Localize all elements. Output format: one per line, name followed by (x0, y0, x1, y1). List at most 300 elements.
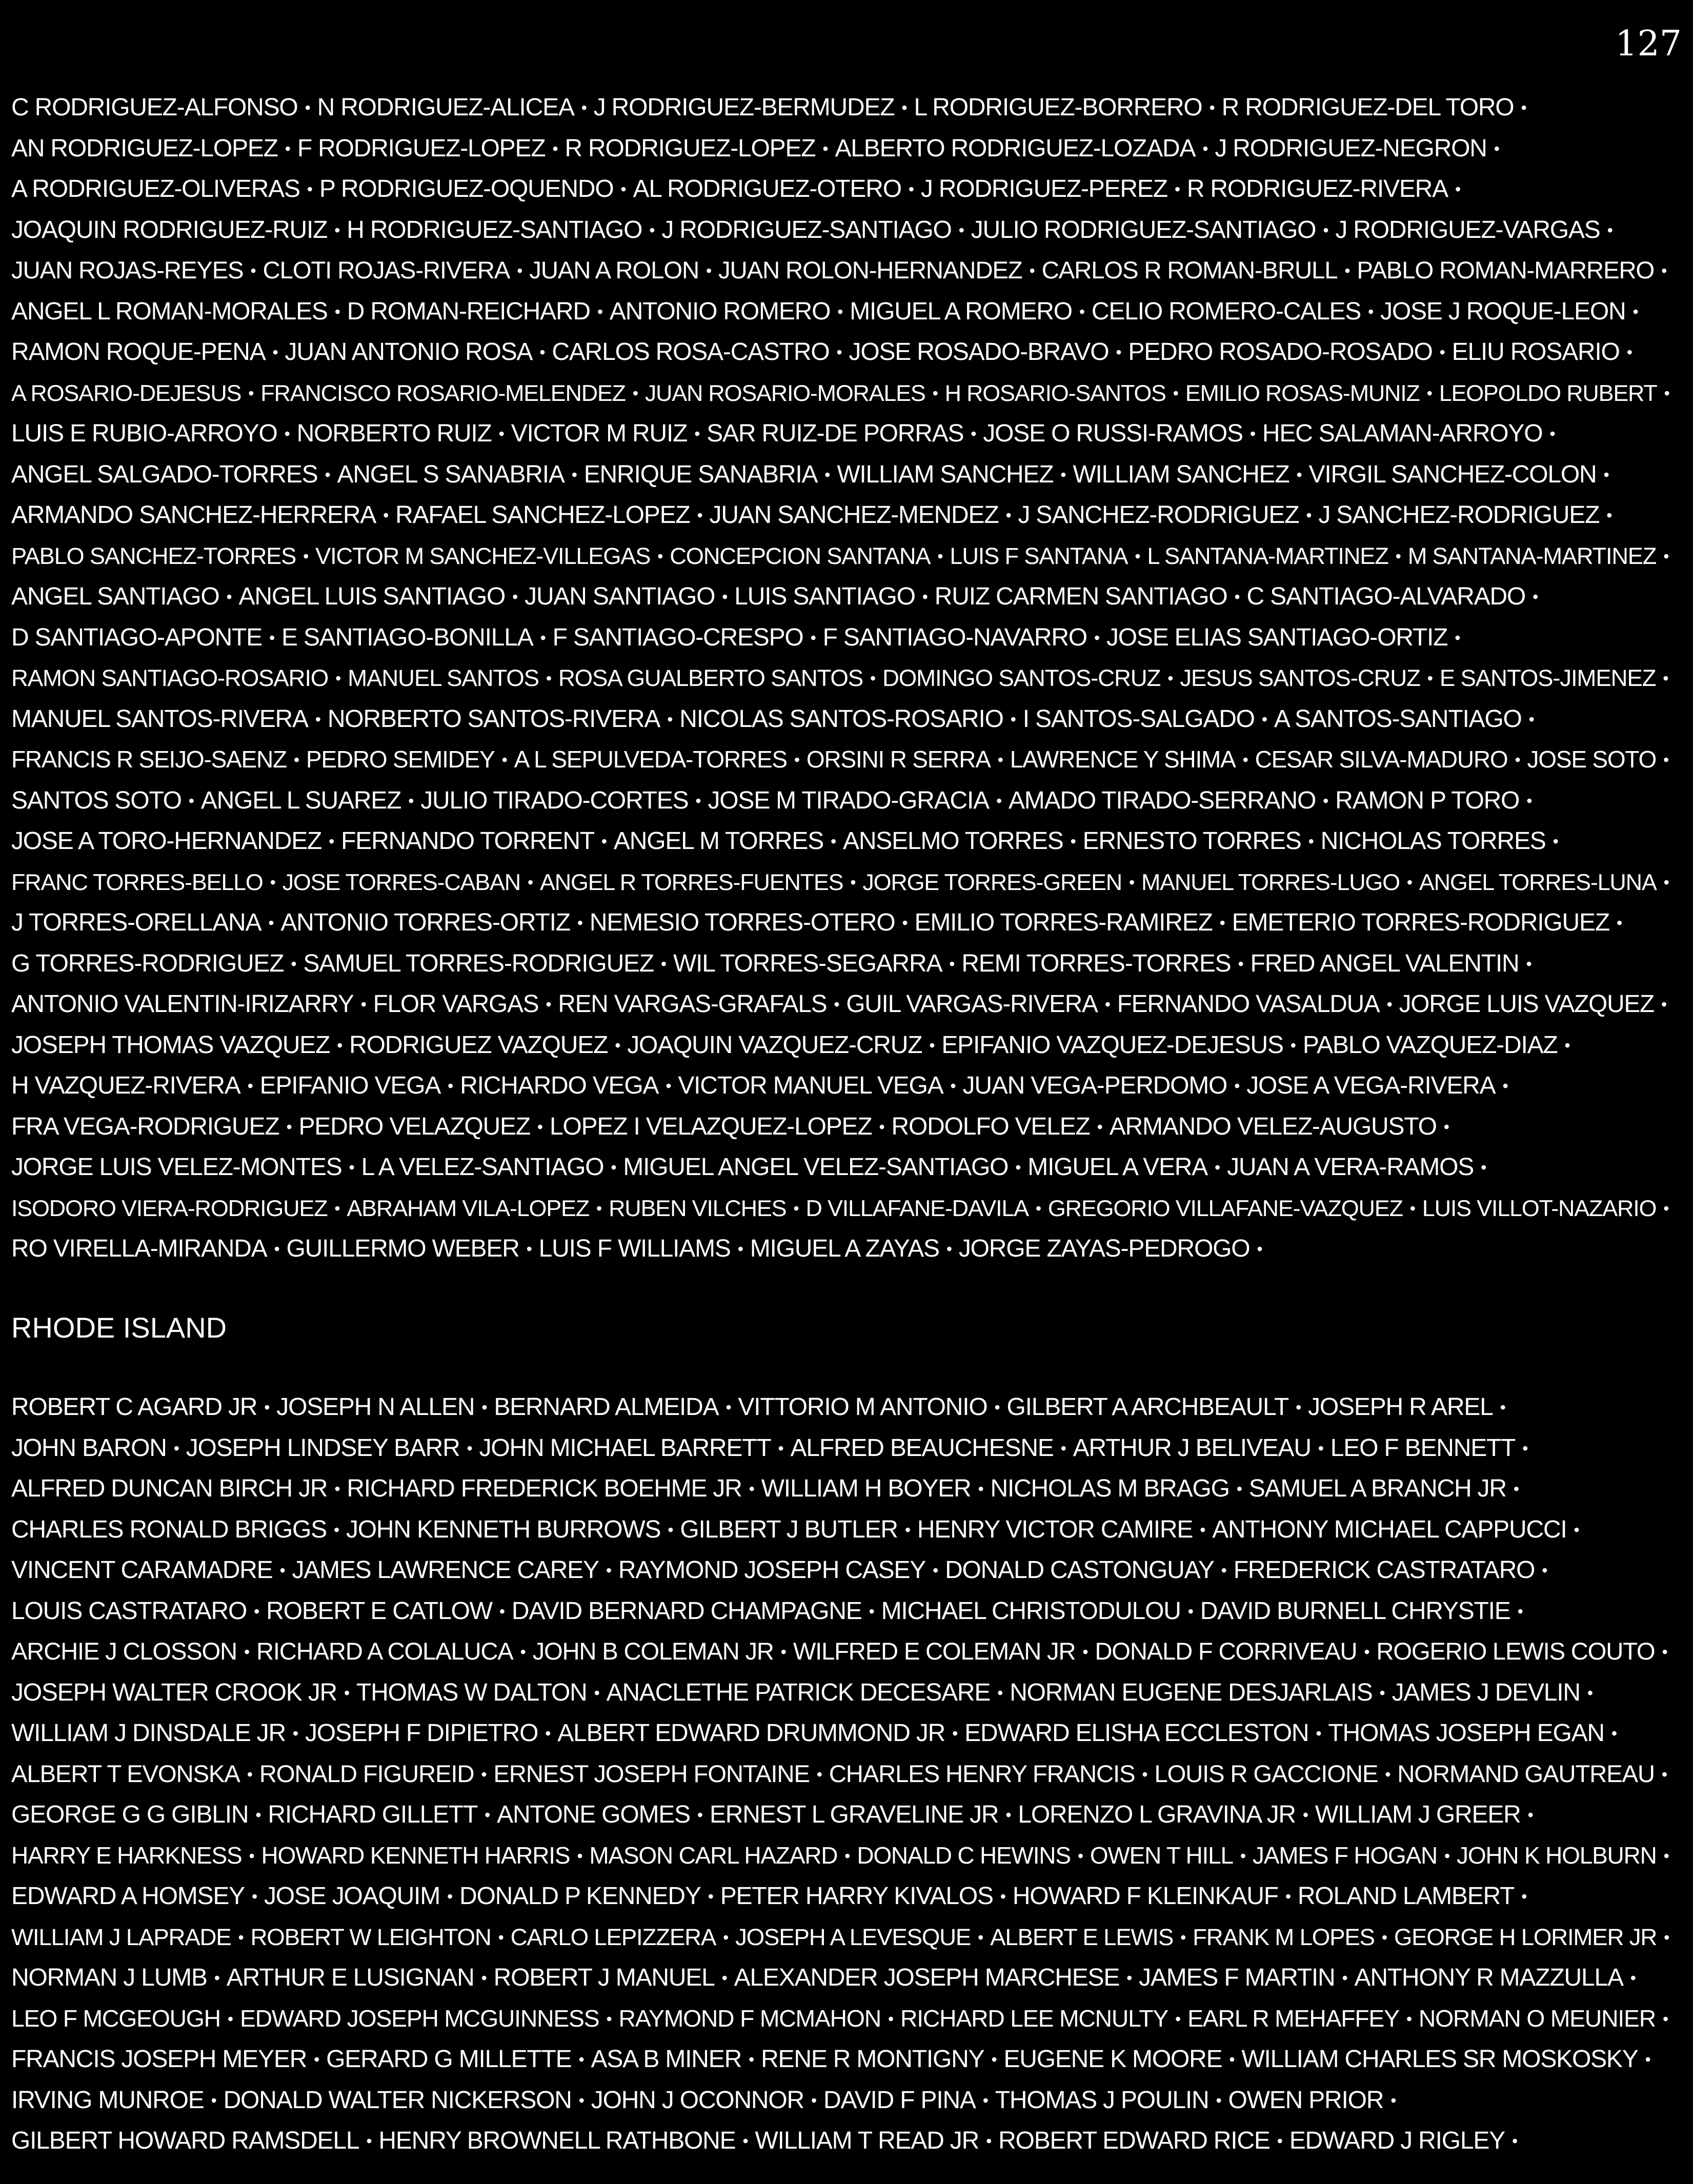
name-entry: RAYMOND F MCMAHON (618, 2005, 881, 2032)
name-entry: FRANCIS JOSEPH MEYER (11, 2046, 307, 2073)
separator-bullet: • (723, 1928, 729, 1947)
name-entry: EARL R MEHAFFEY (1187, 2005, 1399, 2032)
separator-bullet: • (333, 1520, 339, 1539)
name-entry: WIL TORRES-SEGARRA (673, 949, 942, 977)
name-entry: FERNANDO VASALDUA (1117, 990, 1380, 1018)
name-entry: JOSEPH LINDSEY BARR (186, 1434, 460, 1462)
name-entry: ROBERT C AGARD JR (11, 1393, 257, 1421)
name-entry: RICHARDO VEGA (460, 1072, 659, 1099)
name-line (11, 87, 1682, 128)
separator-bullet: • (334, 1480, 340, 1498)
name-entry: ANGEL LUIS SANTIAGO (238, 583, 506, 610)
separator-bullet: • (697, 1806, 702, 1824)
separator-bullet: • (1386, 995, 1392, 1014)
separator-bullet: • (1104, 995, 1110, 1014)
name-entry: REMI TORRES-TORRES (961, 949, 1231, 977)
name-entry: FRANCISCO ROSARIO-MELENDEZ (260, 379, 626, 406)
name-entry: A SANTOS-SANTIAGO (1274, 705, 1522, 733)
name-line (11, 291, 1682, 332)
name-entry: CONCEPCION SANTANA (670, 542, 931, 569)
name-entry: A L SEPULVEDA-TORRES (514, 746, 787, 773)
separator-bullet: • (742, 2132, 748, 2150)
name-entry: ANACLETHE PATRICK DECESARE (606, 1679, 991, 1706)
separator-bullet: • (933, 1561, 938, 1580)
separator-bullet: • (1521, 98, 1526, 117)
separator-bullet: • (594, 1683, 599, 1702)
name-entry: RAMON ROQUE-PENA (11, 338, 266, 366)
name-entry: JAMES F MARTIN (1139, 1964, 1335, 1991)
separator-bullet: • (620, 180, 626, 198)
name-entry: CESAR SILVA-MADURO (1255, 746, 1508, 773)
separator-bullet: • (286, 1117, 292, 1136)
separator-bullet: • (986, 2132, 992, 2150)
name-entry: RICHARD A COLALUCA (256, 1638, 513, 1665)
name-entry: JULIO RODRIGUEZ-SANTIAGO (971, 216, 1316, 244)
name-entry: JOSE ELIAS SANTIAGO-ORTIZ (1106, 623, 1448, 651)
name-entry: JUAN A ROLON (529, 257, 699, 284)
name-entry: JOSE A VEGA-RIVERA (1246, 1072, 1496, 1099)
separator-bullet: • (1630, 1969, 1636, 1987)
separator-bullet: • (834, 995, 839, 1014)
separator-bullet: • (383, 506, 389, 524)
separator-bullet: • (272, 343, 278, 361)
separator-bullet: • (1500, 1398, 1505, 1417)
separator-bullet: • (528, 873, 533, 892)
separator-bullet: • (958, 220, 964, 239)
name-entry: JOSE O RUSSI-RAMOS (983, 420, 1243, 447)
separator-bullet: • (997, 1683, 1003, 1702)
name-entry: LOUIS R GACCIONE (1154, 1760, 1378, 1788)
name-entry: JOHN KENNETH BURROWS (346, 1515, 661, 1543)
name-entry: GEORGE H LORIMER JR (1394, 1924, 1657, 1950)
name-entry: JUAN SANTIAGO (525, 583, 715, 610)
separator-bullet: • (1521, 1887, 1527, 1906)
separator-bullet: • (1167, 669, 1173, 687)
name-entry: M SANTANA-MARTINEZ (1407, 542, 1657, 569)
name-entry: JUAN ROLON-HERNANDEZ (718, 257, 1022, 284)
separator-bullet: • (188, 791, 194, 810)
name-entry: J RODRIGUEZ-VARGAS (1335, 216, 1600, 244)
separator-bullet: • (1444, 1846, 1450, 1865)
separator-bullet: • (1234, 1077, 1240, 1095)
separator-bullet: • (649, 220, 655, 239)
name-entry: EUGENE K MOORE (1003, 2046, 1222, 2073)
separator-bullet: • (879, 1117, 884, 1136)
name-entry: RICHARD FREDERICK BOEHME JR (347, 1475, 742, 1502)
name-entry: C RODRIGUEZ-ALFONSO (11, 94, 298, 121)
name-entry: ERNEST L GRAVELINE JR (709, 1801, 999, 1828)
separator-bullet: • (596, 1199, 602, 1218)
name-entry: GERARD G MILLETTE (326, 2046, 572, 2073)
separator-bullet: • (708, 1887, 713, 1906)
name-entry: ANTONIO VALENTIN-IRIZARRY (11, 990, 354, 1018)
separator-bullet: • (499, 1602, 505, 1621)
name-entry: CHARLES HENRY FRANCIS (829, 1760, 1135, 1788)
name-entry: ARTHUR E LUSIGNAN (226, 1964, 474, 1991)
separator-bullet: • (214, 1969, 219, 1987)
name-entry: P RODRIGUEZ-OQUENDO (319, 175, 614, 203)
separator-bullet: • (978, 1928, 983, 1947)
name-line (11, 1876, 1682, 1917)
separator-bullet: • (1626, 343, 1632, 361)
separator-bullet: • (1663, 669, 1668, 687)
separator-bullet: • (546, 669, 551, 687)
name-entry: JUAN ANTONIO ROSA (285, 338, 533, 366)
separator-bullet: • (1175, 2009, 1181, 2028)
name-entry: WILLIAM J DINSDALE JR (11, 1720, 286, 1747)
separator-bullet: • (1390, 2091, 1396, 2110)
separator-bullet: • (1318, 1439, 1323, 1458)
name-entry: HOWARD F KLEINKAUF (1012, 1883, 1278, 1910)
separator-bullet: • (869, 1602, 874, 1621)
separator-bullet: • (238, 1928, 244, 1947)
name-entry: ROLAND LAMBERT (1297, 1883, 1515, 1910)
separator-bullet: • (1200, 1520, 1205, 1539)
name-entry: SAMUEL A BRANCH JR (1248, 1475, 1506, 1502)
separator-bullet: • (1097, 1117, 1102, 1136)
separator-bullet: • (780, 1643, 786, 1661)
previous-state-name-list (11, 87, 1682, 1269)
separator-bullet: • (1632, 302, 1638, 321)
separator-bullet: • (721, 1969, 727, 1987)
separator-bullet: • (293, 751, 299, 769)
separator-bullet: • (836, 343, 842, 361)
separator-bullet: • (816, 1765, 822, 1784)
name-entry: THOMAS J POULIN (995, 2086, 1209, 2114)
separator-bullet: • (334, 302, 340, 321)
separator-bullet: • (481, 1398, 487, 1417)
name-line (11, 250, 1682, 291)
separator-bullet: • (1000, 1887, 1005, 1906)
separator-bullet: • (1077, 1846, 1083, 1865)
name-entry: MASON CARL HAZARD (589, 1842, 838, 1869)
name-entry: LUIS E RUBIO-ARROYO (11, 420, 277, 447)
name-entry: EMILIO ROSAS-MUNIZ (1185, 379, 1420, 406)
separator-bullet: • (1202, 139, 1208, 158)
separator-bullet: • (902, 914, 908, 932)
separator-bullet: • (660, 954, 666, 973)
separator-bullet: • (1234, 588, 1240, 606)
separator-bullet: • (982, 2091, 988, 2110)
separator-bullet: • (268, 914, 274, 932)
name-entry: JOSE ROSADO-BRAVO (849, 338, 1109, 366)
separator-bullet: • (1216, 2091, 1221, 2110)
name-entry: GILBERT J BUTLER (680, 1515, 898, 1543)
page-number: 127 (1615, 24, 1682, 64)
name-line (11, 984, 1682, 1025)
name-entry: F SANTIAGO-CRESPO (552, 623, 803, 651)
name-entry: NORBERTO RUIZ (296, 420, 492, 447)
separator-bullet: • (870, 669, 876, 687)
separator-bullet: • (793, 1199, 799, 1218)
separator-bullet: • (227, 2009, 233, 2028)
name-entry: GEORGE G G GIBLIN (11, 1801, 249, 1828)
name-entry: JUAN VEGA-PERDOMO (962, 1072, 1227, 1099)
name-entry: VICTOR M SANCHEZ-VILLEGAS (315, 542, 651, 569)
name-line (11, 536, 1682, 577)
name-entry: J RODRIGUEZ-SANTIAGO (661, 216, 952, 244)
name-entry: VITTORIO M ANTONIO (738, 1393, 987, 1421)
separator-bullet: • (1616, 914, 1622, 932)
separator-bullet: • (1664, 383, 1669, 402)
separator-bullet: • (578, 2091, 584, 2110)
name-entry: WILLIAM SANCHEZ (1073, 460, 1289, 488)
separator-bullet: • (1662, 1643, 1667, 1661)
name-entry: G TORRES-RODRIGUEZ (11, 949, 284, 977)
name-entry: JOSE J ROQUE-LEON (1380, 297, 1626, 325)
separator-bullet: • (1344, 261, 1350, 280)
name-line (11, 1672, 1682, 1713)
name-entry: EDWARD JOSEPH MCGUINNESS (239, 2005, 599, 2032)
separator-bullet: • (1427, 669, 1433, 687)
name-entry: LEO F BENNETT (1330, 1434, 1516, 1462)
name-entry: MANUEL SANTOS (348, 665, 539, 691)
separator-bullet: • (794, 751, 799, 769)
separator-bullet: • (1005, 1806, 1011, 1824)
separator-bullet: • (597, 302, 602, 321)
separator-bullet: • (1517, 1602, 1523, 1621)
separator-bullet: • (485, 1806, 490, 1824)
separator-bullet: • (337, 1036, 342, 1055)
separator-bullet: • (467, 1439, 472, 1458)
name-entry: CHARLES RONALD BRIGGS (11, 1515, 327, 1543)
name-entry: WILLIAM J LAPRADE (11, 1924, 231, 1950)
separator-bullet: • (1512, 2132, 1518, 2150)
name-entry: ANGEL R TORRES-FUENTES (540, 868, 843, 895)
name-entry: ANGEL M TORRES (613, 827, 824, 855)
name-entry: JOSE SOTO (1527, 746, 1657, 773)
separator-bullet: • (1221, 1561, 1226, 1580)
name-line (11, 1631, 1682, 1672)
name-line (11, 1957, 1682, 1998)
name-entry: MANUEL TORRES-LUGO (1141, 868, 1400, 895)
name-line (11, 332, 1682, 373)
name-line (11, 210, 1682, 251)
name-entry: JORGE ZAYAS-PEDROGO (958, 1235, 1250, 1262)
name-entry: JESUS SANTOS-CRUZ (1180, 665, 1420, 691)
name-entry: RAYMOND JOSEPH CASEY (618, 1556, 926, 1584)
name-entry: LUIS F SANTANA (950, 542, 1128, 569)
separator-bullet: • (571, 465, 577, 484)
separator-bullet: • (1481, 1158, 1486, 1177)
separator-bullet: • (1426, 383, 1432, 402)
name-entry: I SANTOS-SALGADO (1022, 705, 1255, 733)
separator-bullet: • (1323, 220, 1328, 239)
separator-bullet: • (211, 2091, 216, 2110)
separator-bullet: • (837, 302, 843, 321)
name-entry: N RODRIGUEZ-ALICEA (317, 94, 574, 121)
name-line (11, 1550, 1682, 1591)
separator-bullet: • (498, 424, 504, 443)
separator-bullet: • (292, 1724, 298, 1743)
separator-bullet: • (1549, 424, 1555, 443)
name-entry: JOHN J OCONNOR (591, 2086, 804, 2114)
name-entry: A RODRIGUEZ-OLIVERAS (11, 175, 300, 203)
separator-bullet: • (577, 914, 582, 932)
name-entry: RUBEN VILCHES (609, 1195, 787, 1221)
separator-bullet: • (1368, 302, 1374, 321)
name-entry: CELIO ROMERO-CALES (1091, 297, 1361, 325)
separator-bullet: • (1229, 2050, 1235, 2069)
separator-bullet: • (1277, 2132, 1282, 2150)
name-entry: EMILIO TORRES-RAMIREZ (914, 909, 1213, 936)
name-entry: EDWARD J RIGLEY (1289, 2127, 1505, 2154)
separator-bullet: • (1395, 547, 1401, 565)
name-entry: AMADO TIRADO-SERRANO (1008, 786, 1316, 814)
name-entry: FRANK M LOPES (1193, 1924, 1375, 1950)
name-entry: GILBERT HOWARD RAMSDELL (11, 2127, 359, 2154)
name-entry: C SANTIAGO-ALVARADO (1246, 583, 1526, 610)
name-entry: ROSA GUALBERTO SANTOS (558, 665, 863, 691)
separator-bullet: • (1070, 832, 1076, 851)
separator-bullet: • (250, 261, 256, 280)
name-entry: ANGEL L SUAREZ (200, 786, 401, 814)
separator-bullet: • (1645, 2050, 1650, 2069)
name-entry: FRED ANGEL VALENTIN (1250, 949, 1519, 977)
name-entry: RICHARD LEE MCNULTY (900, 2005, 1168, 2032)
separator-bullet: • (725, 1398, 731, 1417)
separator-bullet: • (749, 2050, 754, 2069)
name-entry: D SANTIAGO-APONTE (11, 623, 262, 651)
separator-bullet: • (1542, 1561, 1547, 1580)
separator-bullet: • (578, 2050, 584, 2069)
name-entry: JOSEPH A LEVESQUE (735, 1924, 971, 1950)
name-entry: ALFRED DUNCAN BIRCH JR (11, 1475, 328, 1502)
name-entry: ANGEL SANTIAGO (11, 583, 219, 610)
name-entry: SAR RUIZ-DE PORRAS (707, 420, 964, 447)
separator-bullet: • (1606, 506, 1612, 524)
name-entry: ANGEL SALGADO-TORRES (11, 460, 318, 488)
separator-bullet: • (1574, 1520, 1579, 1539)
separator-bullet: • (606, 1561, 611, 1580)
separator-bullet: • (1257, 1240, 1262, 1258)
separator-bullet: • (1526, 791, 1532, 810)
name-entry: ANGEL S SANABRIA (337, 460, 565, 488)
separator-bullet: • (1290, 1036, 1296, 1055)
separator-bullet: • (997, 751, 1003, 769)
name-entry: NICOLAS SANTOS-ROSARIO (679, 705, 1003, 733)
name-entry: EDWARD ELISHA ECCLESTON (964, 1720, 1309, 1747)
separator-bullet: • (1662, 2009, 1668, 2028)
separator-bullet: • (305, 98, 310, 117)
name-entry: RENE R MONTIGNY (761, 2046, 984, 2073)
separator-bullet: • (697, 506, 702, 524)
name-entry: DOMINGO SANTOS-CRUZ (882, 665, 1161, 691)
separator-bullet: • (254, 1602, 259, 1621)
name-entry: ARCHIE J CLOSSON (11, 1638, 237, 1665)
separator-bullet: • (831, 832, 836, 851)
separator-bullet: • (1502, 1077, 1508, 1095)
name-entry: PABLO VAZQUEZ-DIAZ (1302, 1031, 1558, 1059)
separator-bullet: • (274, 1240, 279, 1258)
separator-bullet: • (1513, 1480, 1519, 1498)
name-entry: L A VELEZ-SANTIAGO (361, 1154, 604, 1181)
name-entry: WILLIAM J GREER (1315, 1801, 1521, 1828)
separator-bullet: • (950, 1077, 956, 1095)
separator-bullet: • (922, 588, 928, 606)
separator-bullet: • (1082, 1643, 1088, 1661)
separator-bullet: • (1035, 1199, 1041, 1218)
separator-bullet: • (247, 1765, 252, 1784)
name-entry: VICTOR MANUEL VEGA (678, 1072, 943, 1099)
name-entry: DONALD WALTER NICKERSON (223, 2086, 572, 2114)
name-entry: FRA VEGA-RODRIGUEZ (11, 1113, 279, 1140)
name-entry: GILBERT A ARCHBEAULT (1006, 1393, 1289, 1421)
separator-bullet: • (1455, 180, 1460, 198)
name-entry: ABRAHAM VILA-LOPEZ (347, 1195, 590, 1221)
separator-bullet: • (888, 2009, 893, 2028)
separator-bullet: • (1443, 1117, 1449, 1136)
separator-bullet: • (1564, 1036, 1570, 1055)
name-entry: WILLIAM SANCHEZ (837, 460, 1054, 488)
separator-bullet: • (1010, 710, 1016, 729)
name-entry: JAMES F HOGAN (1252, 1842, 1438, 1869)
name-entry: FLOR VARGAS (373, 990, 539, 1018)
name-entry: WILLIAM CHARLES SR MOSKOSKY (1241, 2046, 1638, 2073)
separator-bullet: • (1661, 261, 1667, 280)
separator-bullet: • (901, 98, 907, 117)
name-entry: RAMON P TORO (1335, 786, 1520, 814)
name-entry: JOSE A TORO-HERNANDEZ (11, 827, 322, 855)
name-entry: ARMANDO SANCHEZ-HERRERA (11, 501, 376, 529)
separator-bullet: • (1522, 1439, 1528, 1458)
separator-bullet: • (1611, 1724, 1617, 1743)
separator-bullet: • (1406, 2009, 1412, 2028)
name-entry: PABLO SANCHEZ-TORRES (11, 542, 296, 569)
name-entry: H VAZQUEZ-RIVERA (11, 1072, 240, 1099)
name-entry: CARLOS ROSA-CASTRO (552, 338, 830, 366)
separator-bullet: • (498, 1928, 503, 1947)
name-entry: NEMESIO TORRES-OTERO (589, 909, 895, 936)
name-line (11, 1147, 1682, 1188)
separator-bullet: • (1409, 1199, 1415, 1218)
name-entry: H RODRIGUEZ-SANTIAGO (347, 216, 642, 244)
name-line (11, 617, 1682, 658)
name-line (11, 821, 1682, 862)
separator-bullet: • (822, 139, 828, 158)
separator-bullet: • (279, 1561, 285, 1580)
separator-bullet: • (291, 954, 296, 973)
name-entry: ROGERIO LEWIS COUTO (1376, 1638, 1655, 1665)
name-line (11, 1835, 1682, 1876)
separator-bullet: • (1261, 710, 1267, 729)
name-line (11, 1188, 1682, 1229)
name-entry: GREGORIO VILLAFANE-VAZQUEZ (1047, 1195, 1403, 1221)
separator-bullet: • (334, 220, 340, 239)
name-entry: PABLO ROMAN-MARRERO (1357, 257, 1655, 284)
separator-bullet: • (539, 343, 545, 361)
name-entry: ANGEL L ROMAN-MORALES (11, 297, 328, 325)
separator-bullet: • (481, 1969, 487, 1987)
name-entry: NORMAND GAUTREAU (1397, 1760, 1655, 1788)
name-entry: MANUEL SANTOS-RIVERA (11, 705, 308, 733)
separator-bullet: • (303, 547, 309, 565)
name-entry: JOSE JOAQUIM (264, 1883, 440, 1910)
name-entry: J RODRIGUEZ-PEREZ (920, 175, 1167, 203)
name-entry: LOUIS CASTRATARO (11, 1597, 247, 1625)
name-entry: RO VIRELLA-MIRANDA (11, 1235, 267, 1262)
name-line (11, 1754, 1682, 1795)
separator-bullet: • (737, 1240, 743, 1258)
separator-bullet: • (360, 995, 366, 1014)
name-entry: F SANTIAGO-NAVARRO (822, 623, 1087, 651)
name-entry: AL RODRIGUEZ-OTERO (633, 175, 901, 203)
separator-bullet: • (1142, 1765, 1147, 1784)
name-entry: FRANC TORRES-BELLO (11, 868, 263, 895)
separator-bullet: • (251, 1887, 257, 1906)
separator-bullet: • (537, 1117, 542, 1136)
separator-bullet: • (811, 2091, 816, 2110)
